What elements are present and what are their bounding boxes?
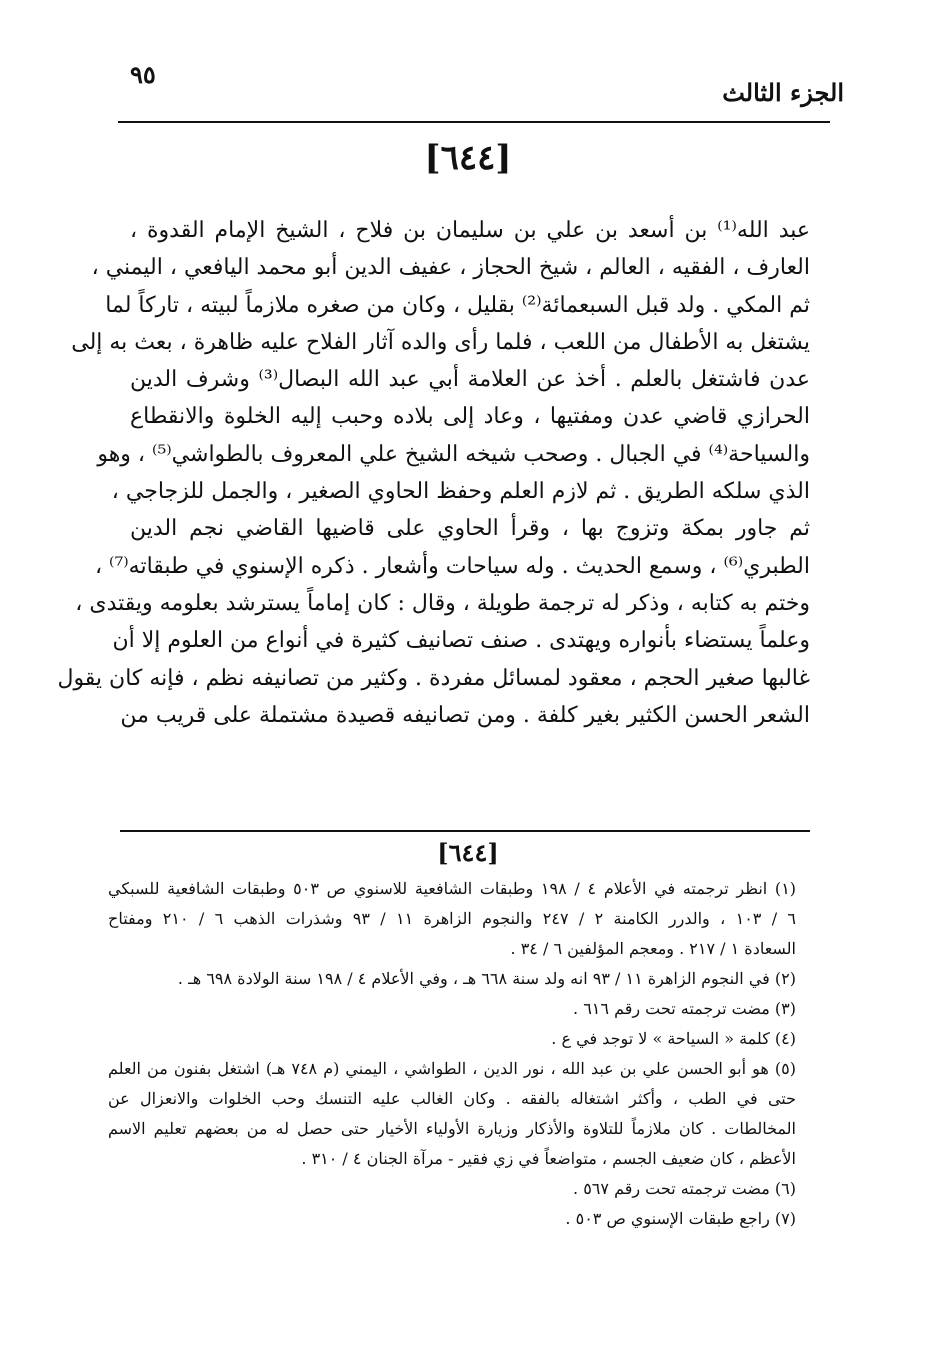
footnote-6 (108, 1174, 796, 1204)
body-line: وختم به كتابه ، وذكر له ترجمة طويلة ، وقال : كان إماماً يسترشد بعلومه ويقتدى ، (75, 590, 810, 616)
entry-number: [٦٤٤] (424, 138, 512, 178)
footnote-line: (٢) في النجوم الزاهرة ١١ / ٩٣ انه ولد سنة ٦٦٨ هـ ، وفي الأعلام ٤ / ١٩٨ سنة الولادة ٦٩٨ هـ . (177, 969, 796, 988)
footnote-line: حتى في الطب ، وأكثر اشتغاله بالفقه . وكان الغالب عليه التنسك وحب الخلوات والانعزال عن (108, 1089, 797, 1108)
footnote-7 (108, 1204, 796, 1234)
body-line: وعلماً يستضاء بأنواره ويهتدى . صنف تصانيف كثيرة في أنواع من العلوم إلا أن (112, 628, 810, 654)
body-line: الشعر الحسن الكثير بغير كلفة . ومن تصانيفه قصيدة مشتملة على قريب من (120, 702, 810, 728)
footnote-entry-number: [٦٤٤] (437, 838, 499, 867)
footnote-line: (٥) هو أبو الحسن علي بن عبد الله ، نور الدين ، الطواشي ، اليمني (م ٧٤٨ هـ) اشتغل بفنون من العلم (108, 1059, 796, 1078)
biography-text (57, 212, 811, 734)
footnote-1 (108, 874, 796, 964)
body-line: والسياحة⁽⁴⁾ في الجبال . وصحب شيخه الشيخ علي المعروف بالطواشي⁽⁵⁾ ، وهو (97, 441, 810, 467)
body-line: الذي سلكه الطريق . ثم لازم العلم وحفظ الحاوي الصغير ، والجمل للزجاجي ، (111, 479, 810, 505)
footnote-line: (٧) راجع طبقات الإسنوي ص ٥٠٣ . (565, 1209, 796, 1228)
footnote-line: المخالطات . كان ملازماً للتلاوة والأذكار وزيارة الأولياء الأخيار حتى حصل له من بعضهم تعليم الاسم (108, 1119, 796, 1138)
body-line: يشتغل به الأطفال من اللعب ، فلما رأى والده آثار الفلاح عليه ظاهرة ، بعث به إلى (71, 329, 810, 355)
body-line: الحرازي قاضي عدن ومفتيها ، وعاد إلى بلاده وحبب إليه الخلوة والانقطاع (130, 404, 810, 430)
footnote-line: (٦) مضت ترجمته تحت رقم ٥٦٧ . (573, 1179, 796, 1198)
footnote-line: الأعظم ، كان ضعيف الجسم ، متواضعاً في زي فقير - مرآة الجنان ٤ / ٣١٠ . (301, 1149, 796, 1168)
page-number: ٩٥ (130, 60, 156, 89)
body-line: عدن فاشتغل بالعلم . أخذ عن العلامة أبي عبد الله البصال⁽³⁾ وشرف الدين (130, 367, 811, 393)
footnote-5 (108, 1054, 796, 1174)
header-rule (118, 121, 830, 123)
body-line: الطبري⁽⁶⁾ ، وسمع الحديث . وله سياحات وأشعار . ذكره الإسنوي في طبقاته⁽⁷⁾ ، (94, 553, 810, 579)
footnote-line: (٣) مضت ترجمته تحت رقم ٦١٦ . (573, 999, 796, 1018)
footnote-line: السعادة ١ / ٢١٧ . ومعجم المؤلفين ٦ / ٣٤ . (510, 939, 796, 958)
footnote-4 (108, 1024, 796, 1054)
running-title: الجزء الثالث (722, 78, 844, 107)
body-line: ثم جاور بمكة وتزوج بها ، وقرأ الحاوي على قاضيها القاضي نجم الدين (130, 516, 810, 542)
body-line: غالبها صغير الحجم ، معقود لمسائل مفردة . وكثير من تصانيفه نظم ، فإنه كان يقول (57, 665, 810, 691)
footnote-line: (١) انظر ترجمته في الأعلام ٤ / ١٩٨ وطبقات الشافعية للاسنوي ص ٥٠٣ وطبقات الشافعية للسبكي (108, 879, 797, 898)
footnote-2 (108, 964, 796, 994)
footnote-3 (108, 994, 796, 1024)
body-line: ثم المكي . ولد قبل السبعمائة⁽²⁾ بقليل ، وكان من صغره ملازماً لبيته ، تاركاً لما (105, 292, 810, 318)
footnote-line: ٦ / ١٠٣ ، والدرر الكامنة ٢ / ٢٤٧ والنجوم الزاهرة ١١ / ٩٣ وشذرات الذهب ٦ / ٢١٠ ومفتاح (108, 909, 797, 928)
footnote-rule (120, 830, 810, 832)
footnote-line: (٤) كلمة « السياحة » لا توجد في ع . (551, 1029, 796, 1048)
footnotes (108, 874, 796, 1234)
body-line: العارف ، الفقيه ، العالم ، شيخ الحجاز ، عفيف الدين أبو محمد اليافعي ، اليمني ، (91, 255, 810, 281)
body-line: عبد الله⁽¹⁾ بن أسعد بن علي بن سليمان بن فلاح ، الشيخ الإمام القدوة ، (130, 218, 811, 243)
